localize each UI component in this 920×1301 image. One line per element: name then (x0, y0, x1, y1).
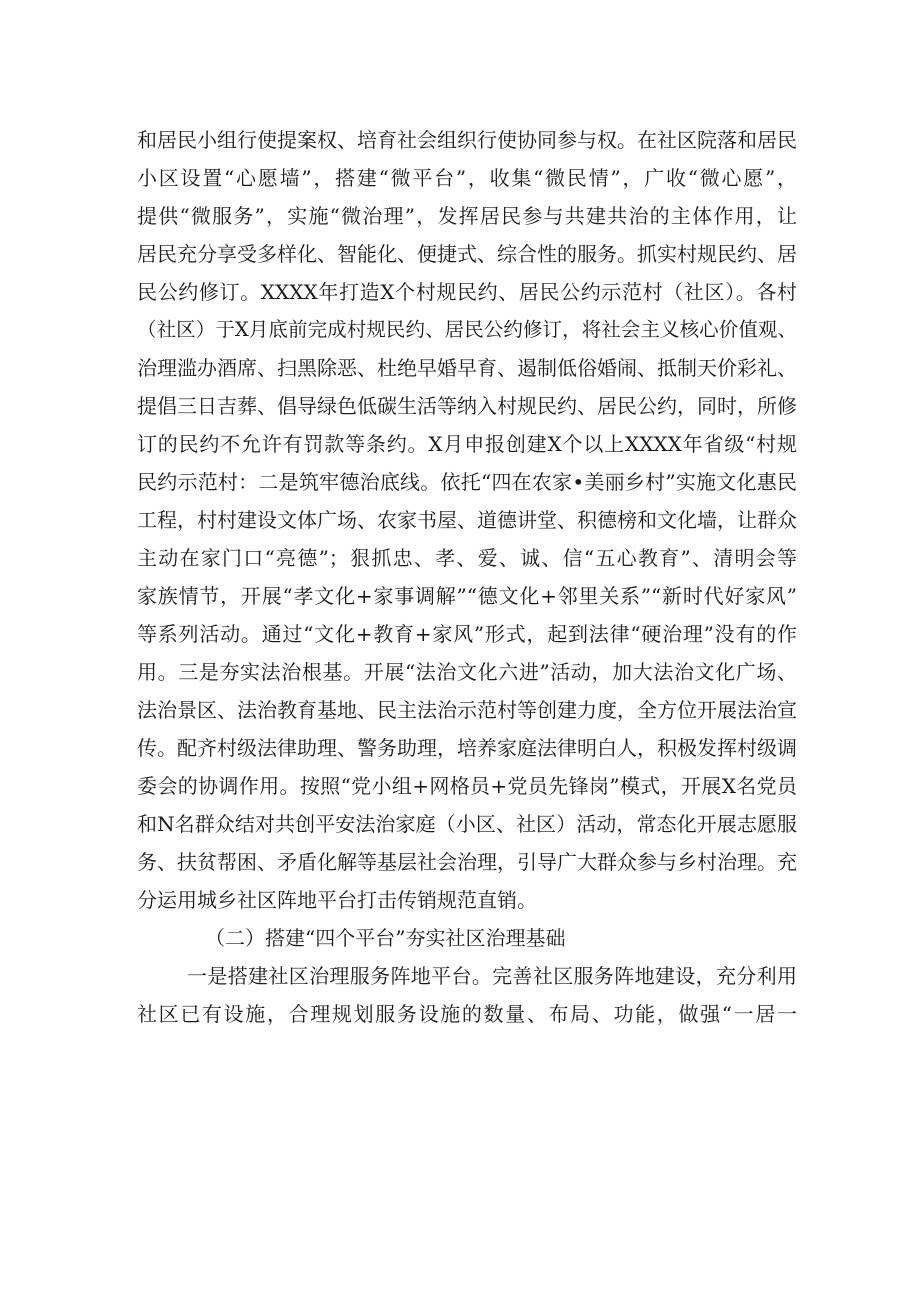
paragraph-line: 提供“微服务”，实施“微治理”，发挥居民参与共建共治的主体作用，让 (137, 204, 797, 228)
paragraph-line: 务、扶贫帮困、矛盾化解等基层社会治理，引导广大群众参与乡村治理。充 (137, 850, 797, 874)
paragraph-line: 社区已有设施，合理规划服务设施的数量、布局、功能，做强“一居一 (137, 1002, 797, 1026)
paragraph-line: 主动在家门口“亮德”；狠抓忠、孝、爱、诚、信“五心教育”、清明会等 (137, 546, 797, 570)
paragraph-line: 订的民约不允许有罚款等条约。X月申报创建X个以上XXXX年省级“村规 (137, 432, 797, 456)
paragraph-line: 用。三是夯实法治根基。开展“法治文化六进”活动，加大法治文化广场、 (137, 660, 797, 684)
paragraph-line: 民约示范村：二是筑牢德治底线。依托“四在农家•美丽乡村”实施文化惠民 (137, 470, 797, 494)
paragraph-line: （社区）于X月底前完成村规民约、居民公约修订，将社会主义核心价值观、 (137, 318, 797, 341)
paragraph-line: 等系列活动。通过“文化+教育+家风”形式，起到法律“硬治理”没有的作 (137, 622, 797, 646)
paragraph-line: 民公约修订。XXXX年打造X个村规民约、居民公约示范村（社区）。各村 (137, 280, 797, 304)
paragraph-line: 委会的协调作用。按照“党小组+网格员+党员先锋岗”模式，开展X名党员 (137, 774, 797, 798)
paragraph-line: 分运用城乡社区阵地平台打击传销规范直销。 (137, 888, 537, 912)
paragraph-line: 法治景区、法治教育基地、民主法治示范村等创建力度，全方位开展法治宣 (137, 698, 797, 722)
paragraph-line: 提倡三日吉葬、倡导绿色低碳生活等纳入村规民约、居民公约，同时，所修 (137, 394, 797, 418)
paragraph-line: 居民充分享受多样化、智能化、便捷式、综合性的服务。抓实村规民约、居 (137, 242, 797, 266)
paragraph-line: 家族情节，开展“孝文化+家事调解”“德文化+邻里关系”“新时代好家风” (137, 584, 797, 608)
section-heading: （二）搭建“四个平台”夯实社区治理基础 (205, 926, 566, 950)
paragraph-line: 工程，村村建设文体广场、农家书屋、道德讲堂、积德榜和文化墙，让群众 (137, 508, 797, 532)
paragraph-line: 小区设置“心愿墙”，搭建“微平台”，收集“微民情”，广收“微心愿”， (137, 166, 797, 190)
paragraph-line: 和N名群众结对共创平安法治家庭（小区、社区）活动，常态化开展志愿服 (137, 812, 797, 836)
paragraph-line: 一是搭建社区治理服务阵地平台。完善社区服务阵地建设，充分利用 (187, 964, 797, 988)
paragraph-line: 治理滥办酒席、扫黑除恶、杜绝早婚早育、遏制低俗婚闹、抵制天价彩礼、 (137, 356, 797, 380)
paragraph-line: 和居民小组行使提案权、培育社会组织行使协同参与权。在社区院落和居民 (137, 128, 797, 152)
paragraph-line: 传。配齐村级法律助理、警务助理，培养家庭法律明白人，积极发挥村级调 (137, 736, 797, 760)
